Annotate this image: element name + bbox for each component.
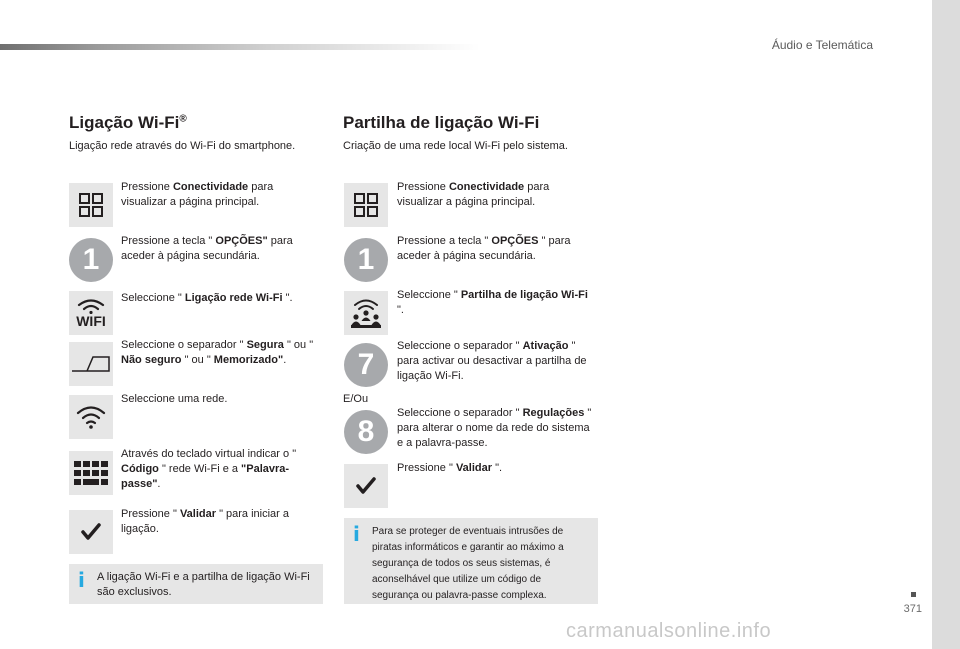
right-step-number-circle: 1	[344, 238, 388, 282]
header-gradient-bar	[0, 44, 480, 50]
left-info-text: A ligação Wi-Fi e a partilha de ligação Wi-Fi são exclusivos.	[97, 571, 310, 598]
page-side-strip	[932, 0, 960, 649]
left-step-2-text: Pressione a tecla " OPÇÕES" para aceder à página secundária.	[121, 235, 293, 262]
checkmark-icon	[69, 510, 113, 554]
left-step-4-text: Seleccione o separador " Segura " ou " Não seguro " ou " Memorizado".	[121, 339, 314, 366]
right-section-title: Partilha de ligação Wi-Fi	[343, 113, 540, 132]
left-step-5-text: Seleccione uma rede.	[121, 393, 228, 405]
right-step-4-text: Seleccione o separador " Ativação " para activar ou desactivar a partilha de ligação Wi-Fi.	[397, 340, 587, 382]
info-icon: i	[78, 568, 85, 592]
checkmark-icon	[344, 464, 388, 508]
left-section-subtitle: Ligação rede através do Wi-Fi do smartphone.	[69, 140, 296, 152]
watermark: carmanualsonline.info	[566, 620, 772, 642]
right-step-1-text: Pressione Conectividade para visualizar a página principal.	[397, 181, 550, 208]
left-step-number-circle: 1	[69, 238, 113, 282]
tab-separator-icon	[69, 342, 113, 386]
right-step-number-circle: 8	[344, 410, 388, 454]
left-step-6-text: Através do teclado virtual indicar o " Código " rede Wi-Fi e a "Palavra-passe".	[121, 448, 297, 490]
right-section-subtitle: Criação de uma rede local Wi-Fi pelo sistema.	[343, 140, 568, 152]
wifi-share-icon	[344, 291, 388, 335]
left-step-3-text: Seleccione " Ligação rede Wi-Fi ".	[121, 292, 293, 304]
right-info-text: Para se proteger de eventuais intrusões de piratas informáticos e garantir ao máximo a segurança de todos os seus sistemas, é aconselhável que utilize um código de segurança ou palavra-passe complexa.	[372, 526, 564, 601]
grid-menu-icon	[344, 183, 388, 227]
right-info-box	[344, 518, 598, 604]
right-step-5-text: Seleccione o separador " Regulações " para alterar o nome da rede do sistema e a palavra-passe.	[397, 407, 592, 449]
wifi-logo-text: WIFI	[76, 313, 106, 329]
right-step-2-text: Pressione a tecla " OPÇÕES " para aceder à página secundária.	[397, 235, 571, 262]
left-section-title: Ligação Wi-Fi®	[69, 113, 187, 132]
left-step-7-text: Pressione " Validar " para iniciar a ligação.	[121, 508, 290, 535]
left-step-1-text: Pressione Conectividade para visualizar a página principal.	[121, 181, 274, 208]
info-icon: i	[353, 522, 360, 546]
wifi-signal-icon	[69, 395, 113, 439]
keyboard-icon	[69, 451, 113, 495]
right-step-3-text: Seleccione " Partilha de ligação Wi-Fi ".	[397, 289, 588, 316]
right-step-number-circle: 7	[344, 343, 388, 387]
wifi-logo-icon	[69, 291, 113, 335]
grid-menu-icon	[69, 183, 113, 227]
left-info-box	[69, 564, 323, 604]
page-number: 371	[903, 603, 922, 615]
page-marker	[911, 592, 916, 597]
and-or-label: E/Ou	[343, 393, 369, 405]
chapter-title: Áudio e Telemática	[771, 38, 873, 52]
right-step-6-text: Pressione " Validar ".	[397, 462, 503, 474]
